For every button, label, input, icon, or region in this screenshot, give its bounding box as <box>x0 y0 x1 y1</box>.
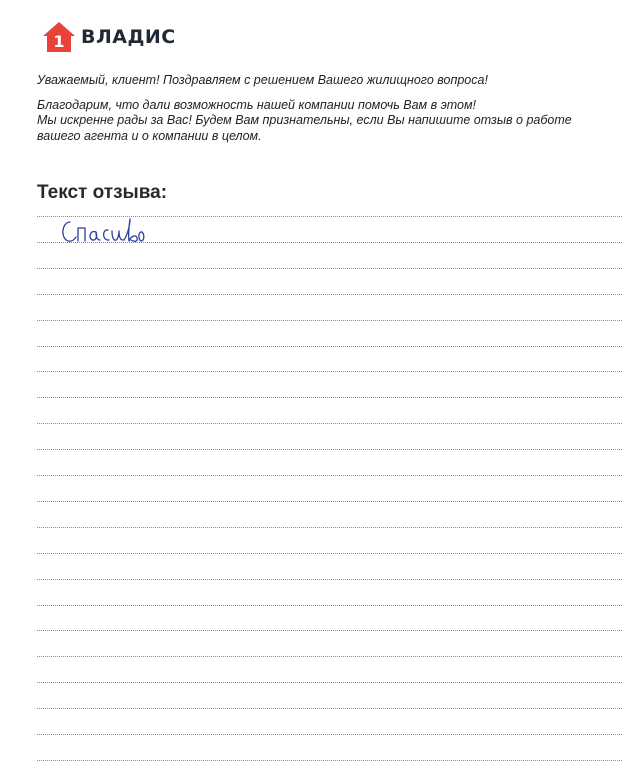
review-line <box>37 268 622 269</box>
review-line <box>37 501 622 502</box>
review-line <box>37 346 622 347</box>
review-line <box>37 294 622 295</box>
review-line <box>37 423 622 424</box>
handwritten-review <box>58 214 148 253</box>
review-line <box>37 553 622 554</box>
review-lines <box>37 215 622 768</box>
review-line <box>37 630 622 631</box>
intro-line-1: Благодарим, что дали возможность нашей компании помочь Вам в этом! <box>37 97 477 112</box>
review-line <box>37 605 622 606</box>
review-line <box>37 656 622 657</box>
review-line <box>37 371 622 372</box>
intro-text <box>37 73 607 144</box>
greeting-line: Уважаемый, клиент! Поздравляем с решением Вашего жилищного вопроса! <box>37 73 488 87</box>
review-line <box>37 579 622 580</box>
logo-digit: 1 <box>53 32 65 51</box>
review-line <box>37 527 622 528</box>
review-line <box>37 475 622 476</box>
brand-name: ВЛАДИС <box>81 26 176 48</box>
company-logo <box>42 20 176 54</box>
review-line <box>37 734 622 735</box>
review-line <box>37 449 622 450</box>
review-line <box>37 397 622 398</box>
review-line <box>37 708 622 709</box>
review-line <box>37 760 622 761</box>
review-title: Текст отзыва: <box>37 182 168 203</box>
house-icon <box>42 21 76 53</box>
intro-line-3: вашего агента и о компании в целом. <box>37 128 262 143</box>
review-line <box>37 682 622 683</box>
intro-line-2: Мы искренне рады за Вас! Будем Вам признательны, если Вы напишите отзыв о работе <box>37 113 572 127</box>
review-line <box>37 320 622 321</box>
